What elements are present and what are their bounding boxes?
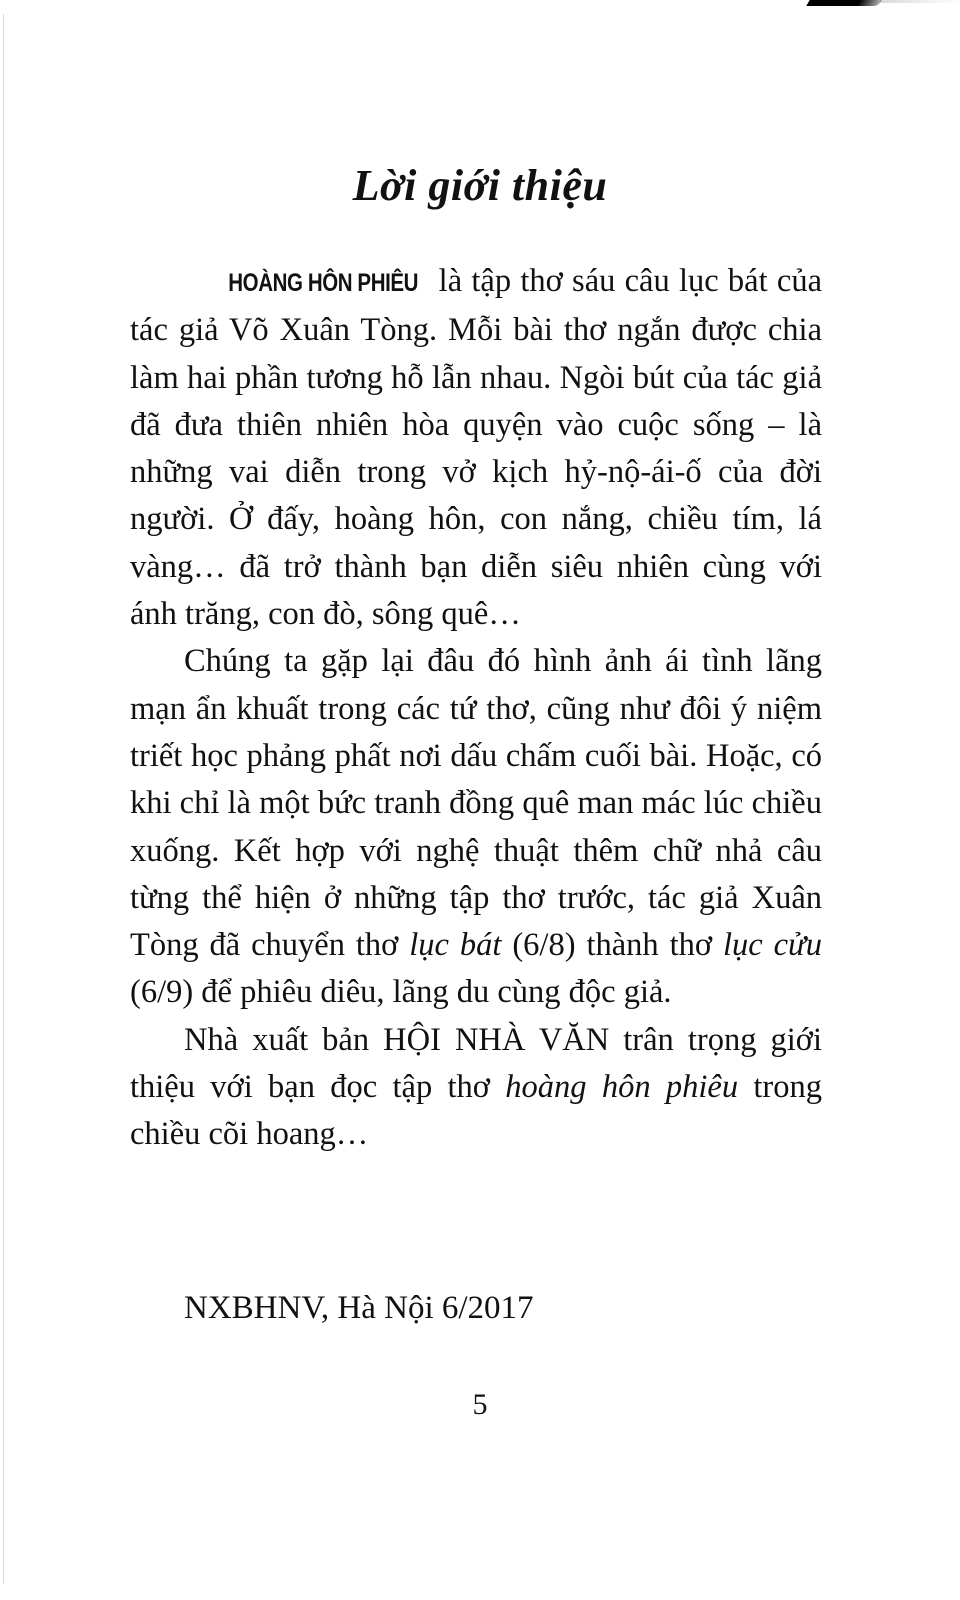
- page-edge-shadow: [3, 14, 4, 1584]
- book-title-lead: HOÀNG HÔN PHIÊU: [228, 269, 419, 297]
- paragraph-2-text-2: (6/8) thành thơ: [501, 927, 723, 964]
- paragraph-2-text-3: (6/9) để phiêu diêu, lãng du cùng độc giả.: [130, 974, 672, 1011]
- page-number: 5: [472, 1388, 488, 1421]
- publisher-signature: NXBHNV, Hà Nội 6/2017: [184, 1290, 534, 1326]
- introduction-body: [130, 258, 822, 1159]
- paragraph-1-text: là tập thơ sáu câu lục bát của tác giả Võ Xuân Tòng. Mỗi bài thơ ngắn được chia làm hai phần tương hỗ lẫn nhau. Ngòi bút của tác giả đã đưa thiên nhiên hòa quyện vào cuộc sống – là những vai diễn trong vở kịch hỷ-nộ-ái-ố của đời người. Ở đấy, hoàng hôn, con nắng, chiều tím, lá vàng… đã trở thành bạn diễn siêu nhiên cùng với ánh trăng, con đò, sông quê…: [130, 263, 822, 633]
- scan-smudge: [806, 0, 881, 6]
- paragraph-3-text-2: trong chiều cõi hoang…: [130, 1069, 822, 1153]
- paragraph-2-italic-1: lục bát: [409, 927, 502, 964]
- paragraph-3-text-1: Nhà xuất bản HỘI NHÀ VĂN trân trọng giới thiệu với bạn đọc tập thơ: [130, 1021, 822, 1106]
- paragraph-3: [130, 1017, 822, 1159]
- paragraph-2-text-1: Chúng ta gặp lại đâu đó hình ảnh ái tình lãng mạn ẩn khuất trong các tứ thơ, cũng như đôi ý niệm triết học phảng phất nơi dấu chấm cuối bài. Hoặc, có khi chỉ là một bức tranh đồng quê man mác lúc chiều xuống. Kết hợp với nghệ thuật thêm chữ nhả câu từng thể hiện ở những tập thơ trước, tác giả Xuân Tòng đã chuyển thơ: [130, 643, 822, 964]
- paragraph-3-italic-1: hoàng hôn phiêu: [505, 1069, 739, 1106]
- paragraph-2-italic-2: lục cửu: [722, 927, 822, 964]
- page-title: Lời giới thiệu: [352, 161, 608, 210]
- paragraph-2: [130, 638, 822, 1016]
- paragraph-1: [130, 258, 822, 638]
- scan-smudge-tail: [880, 0, 960, 3]
